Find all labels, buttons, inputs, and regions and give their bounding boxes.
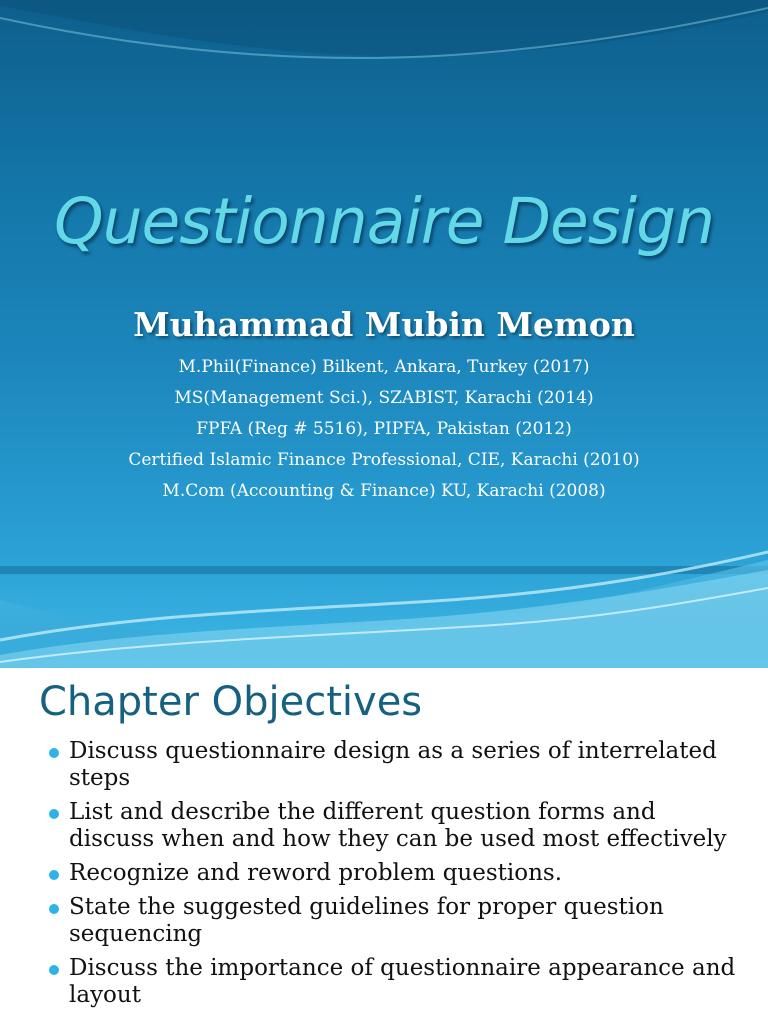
bullet-dot-icon <box>49 904 59 914</box>
presentation-title: Questionnaire Design <box>53 185 715 258</box>
bullet-dot-icon <box>49 748 59 758</box>
objectives-slide <box>0 668 768 1024</box>
bullet-dot-icon <box>49 809 59 819</box>
bullet-dot-icon <box>49 965 59 975</box>
objective-item <box>0 860 768 887</box>
objective-text: Discuss questionnaire design as a series of interrelated steps <box>69 738 717 791</box>
credentials-list <box>0 352 768 507</box>
slide-heading: Chapter Objectives <box>39 679 423 725</box>
objective-item <box>0 799 768 853</box>
objectives-list <box>0 738 768 1016</box>
objective-text: State the suggested guidelines for proper question sequencing <box>69 894 664 947</box>
objective-item <box>0 738 768 792</box>
objective-text: Discuss the importance of questionnaire appearance and layout <box>69 955 736 1008</box>
objective-text: List and describe the different question forms and discuss when and how they can be used most effectively <box>69 799 727 852</box>
credential-item: MS(Management Sci.), SZABIST, Karachi (2014) <box>174 388 594 408</box>
credential-item: Certified Islamic Finance Professional, CIE, Karachi (2010) <box>128 450 640 470</box>
credential-item: M.Com (Accounting & Finance) KU, Karachi (2008) <box>162 481 606 501</box>
objective-text: Recognize and reword problem questions. <box>69 860 563 886</box>
bullet-dot-icon <box>49 870 59 880</box>
author-name: Muhammad Mubin Memon <box>133 305 635 344</box>
credential-item: M.Phil(Finance) Bilkent, Ankara, Turkey (2017) <box>178 357 590 377</box>
credential-item: FPFA (Reg # 5516), PIPFA, Pakistan (2012) <box>196 419 572 439</box>
objective-item <box>0 955 768 1009</box>
objective-item <box>0 894 768 948</box>
